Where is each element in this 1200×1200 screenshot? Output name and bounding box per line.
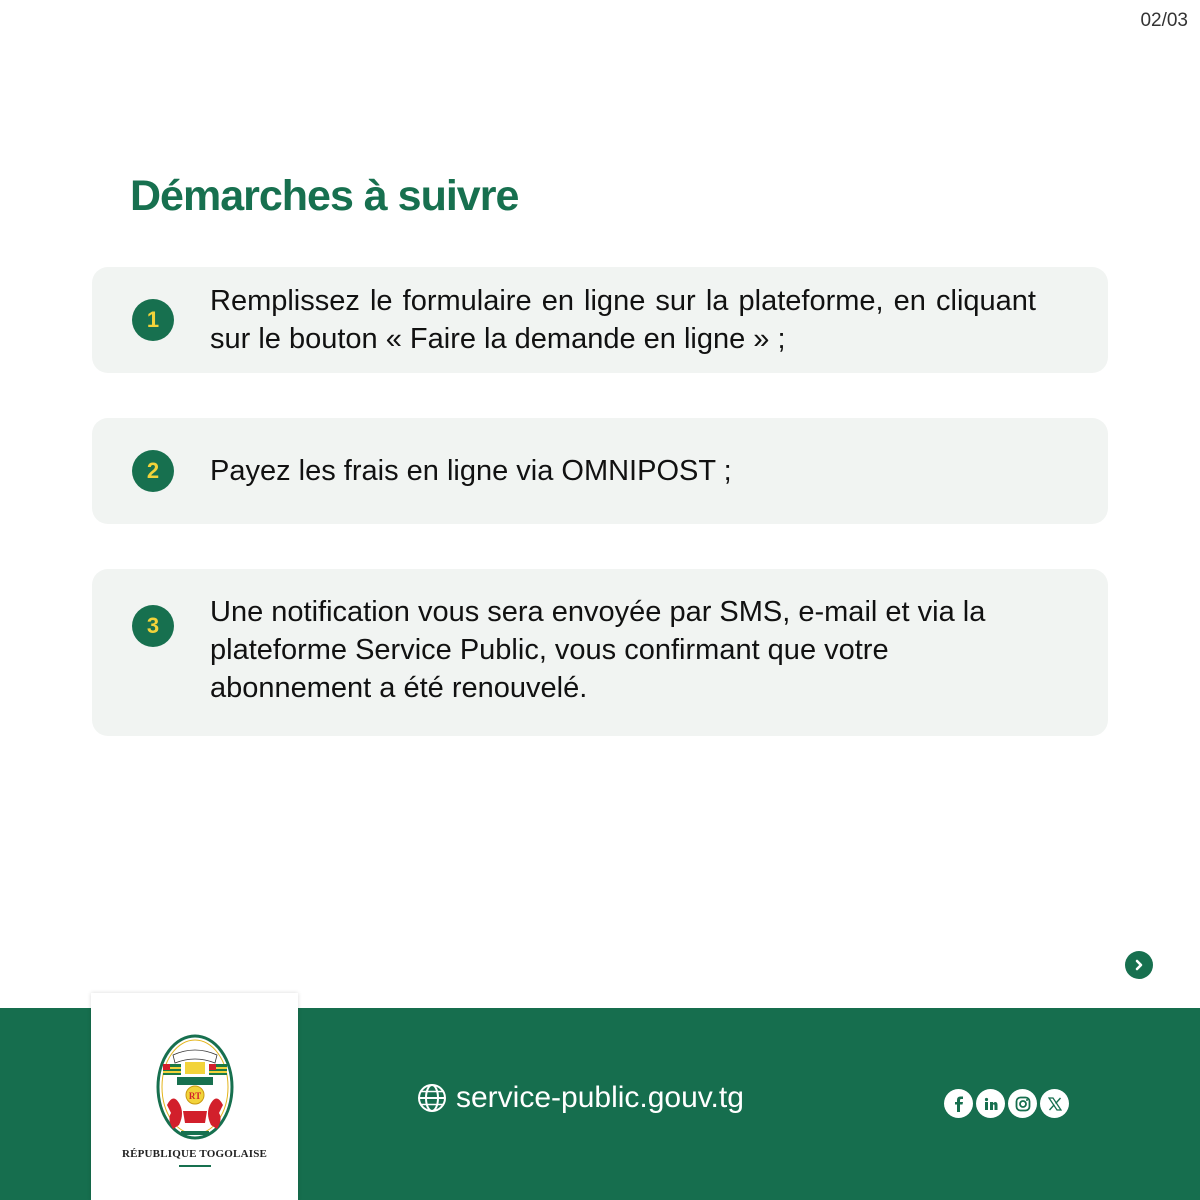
x-icon[interactable]	[1040, 1089, 1069, 1118]
chevron-right-icon	[1132, 958, 1146, 972]
page-title: Démarches à suivre	[130, 172, 519, 220]
next-page-button[interactable]	[1125, 951, 1153, 979]
emblem-initials: RT	[188, 1091, 202, 1101]
globe-icon	[416, 1082, 448, 1114]
logo-caption: RÉPUBLIQUE TOGOLAISE	[121, 1148, 268, 1160]
step-number-badge: 3	[132, 605, 174, 647]
website-url: service-public.gouv.tg	[456, 1081, 744, 1114]
step-card	[92, 267, 1108, 373]
page-counter: 02/03	[1140, 10, 1188, 31]
logo-card	[91, 993, 298, 1200]
step-card	[92, 418, 1108, 524]
instagram-icon[interactable]	[1008, 1089, 1037, 1118]
website-link[interactable]	[416, 1081, 744, 1115]
step-text: Remplissez le formulaire en ligne sur la plateforme, en cliquant sur le bouton « Faire la demande en ligne » ;	[210, 285, 1036, 355]
step-text: Une notification vous sera envoyée par SMS, e-mail et via la plateforme Service Public, vous confirmant que votre abonnement a été renouvelé.	[210, 596, 986, 704]
national-emblem-icon	[155, 1033, 235, 1141]
social-links	[944, 1089, 1069, 1118]
divider	[179, 1165, 211, 1167]
linkedin-icon[interactable]	[976, 1089, 1005, 1118]
step-number-badge: 2	[132, 450, 174, 492]
step-number-badge: 1	[132, 299, 174, 341]
facebook-icon[interactable]	[944, 1089, 973, 1118]
step-text: Payez les frais en ligne via OMNIPOST ;	[210, 455, 732, 487]
step-card	[92, 569, 1108, 736]
